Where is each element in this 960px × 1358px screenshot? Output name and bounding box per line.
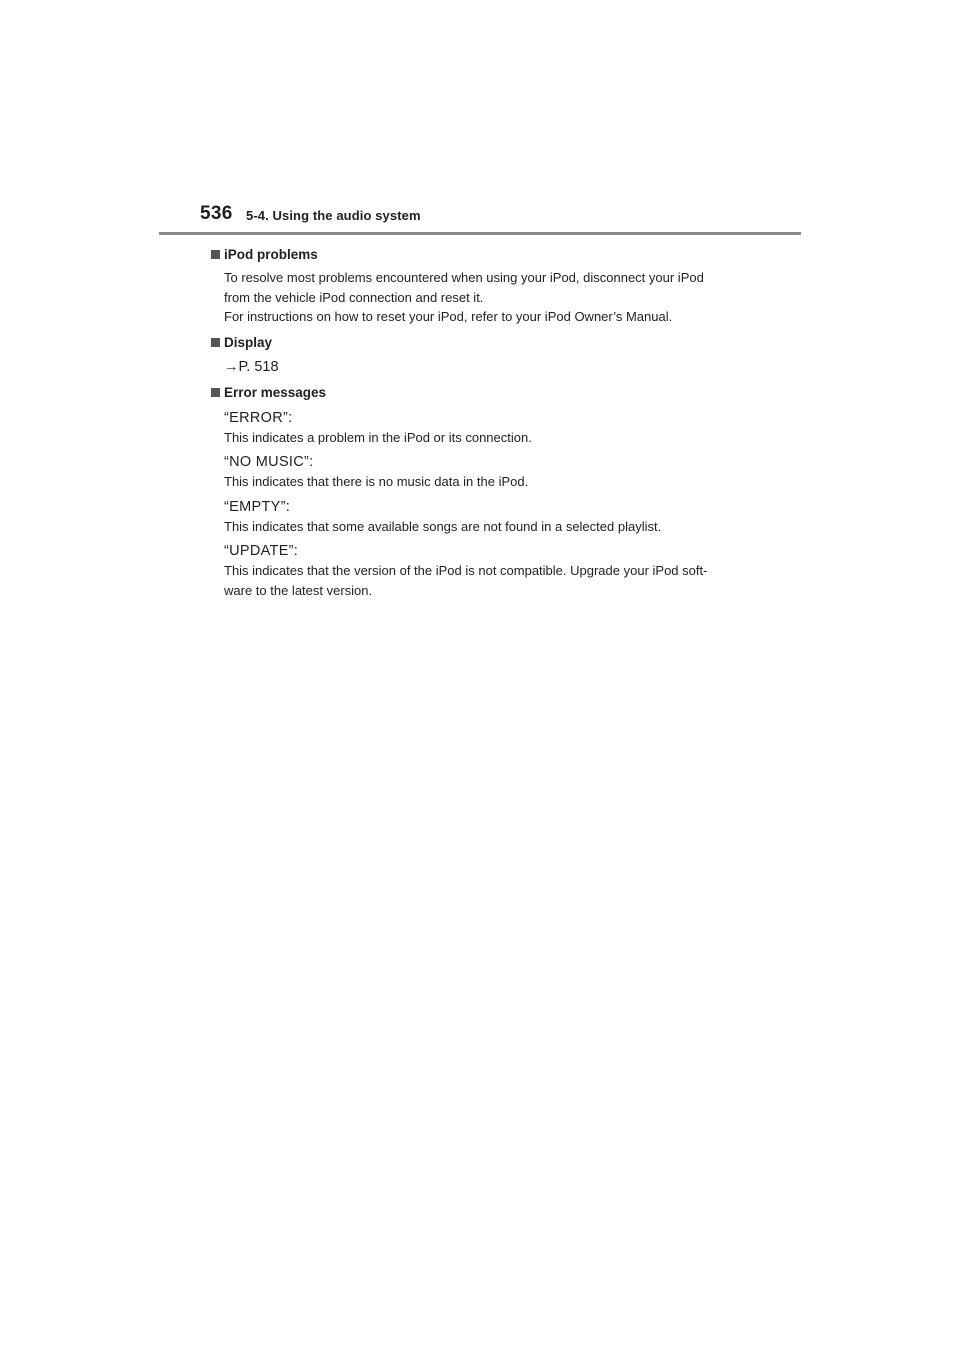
error-message-item: [224, 541, 770, 600]
topic-heading: [210, 383, 770, 403]
section-title: 5-4. Using the audio system: [246, 208, 421, 223]
body-line: from the vehicle iPod connection and reset it.: [224, 289, 484, 305]
topic-heading: [210, 244, 770, 264]
error-code: “NO MUSIC”:: [224, 454, 314, 470]
topic-heading-text: iPod problems: [224, 246, 318, 262]
error-code: “UPDATE”:: [224, 543, 299, 559]
error-description: This indicates that the version of the iPod is not compatible. Upgrade your iPod soft-: [224, 563, 708, 578]
error-message-item: [224, 497, 770, 537]
topic-error-messages: [210, 383, 770, 601]
square-bullet-icon: [211, 388, 220, 397]
topic-heading-text: Error messages: [224, 385, 327, 400]
topic-heading-text: Display: [224, 335, 273, 350]
topic-ipod-problems: [210, 244, 770, 327]
square-bullet-icon: [211, 338, 220, 347]
page-header: [200, 203, 800, 235]
header-divider: [159, 232, 801, 235]
body-line: For instructions on how to reset your iPod, refer to your iPod Owner’s Manual.: [224, 309, 673, 324]
page-number: 536: [200, 203, 233, 224]
page-reference-link[interactable]: →P. 518: [224, 358, 279, 375]
error-description: This indicates that there is no music data in the iPod.: [224, 474, 529, 489]
topic-body: [224, 268, 770, 327]
error-description: This indicates a problem in the iPod or its connection.: [224, 429, 532, 445]
error-description: This indicates that some available songs are not found in a selected playlist.: [224, 518, 662, 534]
error-code: “ERROR”:: [224, 409, 293, 426]
error-code: “EMPTY”:: [224, 498, 291, 515]
page-content: [210, 244, 770, 606]
topic-display: [210, 333, 770, 377]
topic-heading: [210, 333, 770, 353]
square-bullet-icon: [211, 250, 220, 259]
body-line: To resolve most problems encountered when using your iPod, disconnect your iPod: [224, 270, 704, 285]
error-description: ware to the latest version.: [224, 582, 373, 598]
error-message-item: [224, 408, 770, 448]
error-message-item: [224, 452, 770, 492]
